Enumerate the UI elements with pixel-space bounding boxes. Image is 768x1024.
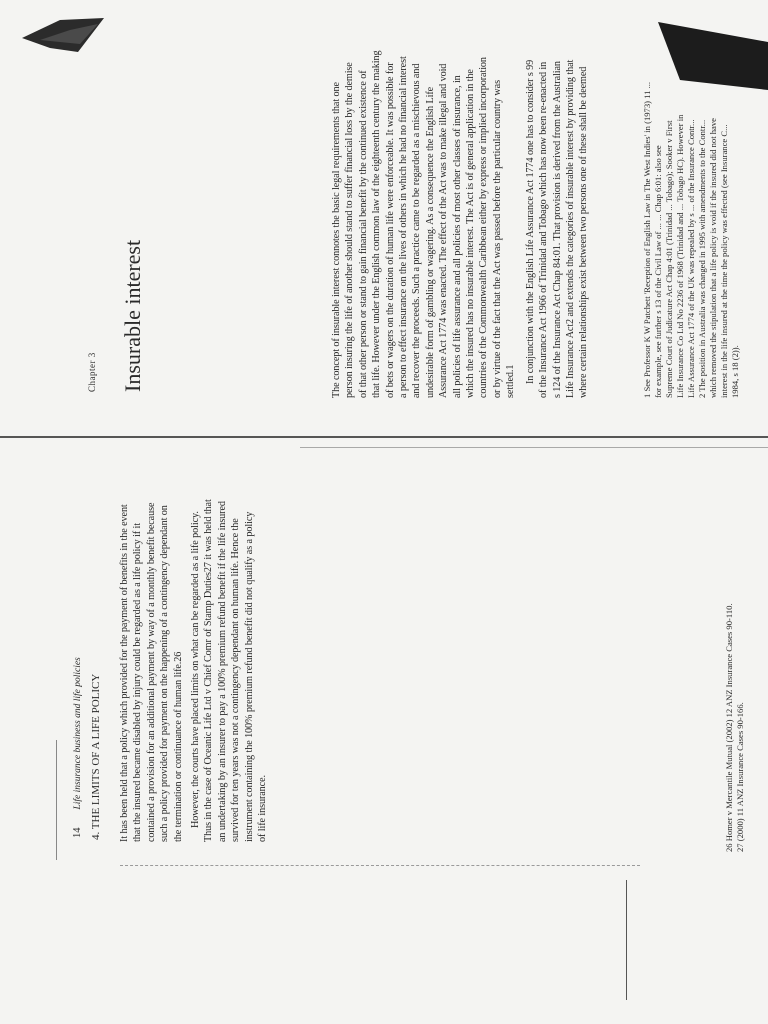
chapter-title: Insurable interest (120, 239, 145, 392)
body-line: such a policy provided for payment on the happening of a contingency dependant on (159, 505, 171, 842)
footnote: Life Assurance Act 1774 of the UK was repealed by s ... of the Insurance Contr... (686, 119, 696, 398)
footnote-rule (626, 880, 627, 1000)
body-line: settled.1 (505, 364, 517, 398)
body-line: undesirable form of gambling or wagering. As a consequence the English Life (424, 86, 436, 398)
body-line: and recover the proceeds. Such a practice came to be regarded as a mischievous and (411, 63, 423, 398)
body-line: the termination or continuance of human life.26 (172, 651, 184, 842)
footnote: 2 The position in Australia was changed in 1995 with amendments to the Contr... (697, 119, 707, 398)
footnote: which removed the stipulation that a life policy is void if the insured did not have (708, 118, 718, 398)
body-line: It has been held that a policy which provided for the payment of benefits in the event (119, 504, 130, 842)
footnote: Supreme Court of Judicature Act Chap 4:01 (Trinidad ... Tobago); Sooker v First (664, 120, 674, 398)
body-line: In conjunction with the English Life Assurance Act 1774 one has to consider s 99 (524, 59, 536, 384)
body-line: of the Insurance Act 1966 of Trinidad and Tobago which has now been re-enacted in (538, 61, 550, 398)
body-line: The concept of insurable interest connotes the basic legal requirements that one (331, 82, 342, 398)
body-line: a person to effect insurance on the lives of others in which he had no financial interest (398, 56, 410, 398)
footnote: 26 Homer v Mercantile Mutual (2002) 12 ANZ Insurance Cases 90-110. (724, 603, 734, 852)
footnote: 1 See Professor K W Patchett 'Reception of English Law in The West Indies' in (1973) 11 ... (642, 81, 652, 398)
body-line: Life Insurance Act2 and extends the categories of insurable interest by providing that (564, 59, 576, 398)
scan-edge-line (120, 865, 640, 866)
page-number: 14 (72, 827, 83, 838)
body-line: of that other person or stand to gain financial benefit by the continued existence of (357, 70, 369, 398)
scan-corner-mark (0, 0, 110, 60)
body-line: s 124 of the Insurance Act Chap 84:01. That provision is derived from the Australian (551, 61, 563, 398)
body-line: contained a provision for an additional payment by way of a monthly benefit because (145, 502, 157, 842)
footnote: 27 (2000) 11 ANZ Insurance Cases 90-166. (735, 702, 745, 852)
body-line: survived for ten years was not a contingency dependant on human life. Hence the (230, 518, 242, 842)
right-body (330, 48, 591, 398)
section-heading: 4. THE LIMITS OF A LIFE POLICY (90, 673, 102, 840)
body-line: all policies of life assurance and all policies of most other classes of insurance, in (451, 75, 463, 398)
body-line: countries of the Commonwealth Caribbean either by express or implied incorporation (478, 57, 490, 398)
right-footnotes (642, 82, 741, 398)
body-line: However, the courts have placed limits on what can be regarded as a life policy. (190, 511, 202, 828)
body-line: an undertaking by an insurer to pay a 100% premium refund benefit if the life insured (216, 501, 228, 842)
body-line: which the insured has no insurable interest. The Act is of general application in the (465, 69, 477, 398)
page-fold-line (0, 436, 768, 438)
footnote: Life Insurance Co Ltd No 2236 of 1968 (Trinidad and ... Tobago HC). However in (675, 114, 685, 398)
body-line: instrument containing the 100% premium refund benefit did not qualify as a policy (243, 511, 255, 842)
body-line: that life. However under the English common law of the eighteenth century the making (371, 50, 383, 398)
body-line: where certain relationships exist between two persons one of these shall be deemed (578, 66, 590, 398)
footnote: interest in the life insured at the time the policy was effected (see Insurance C... (719, 124, 729, 398)
running-head-title: Life insurance business and life policies (73, 657, 83, 810)
running-head (67, 657, 85, 838)
body-line: of life insurance. (257, 775, 269, 842)
body-line: or by virtue of the fact that the Act was passed before the particular country was (491, 80, 503, 398)
body-line: Assurance Act 1774 was enacted. The effect of the Act was to make illegal and void (438, 63, 450, 398)
body-line: person insuring the life of another should stand to suffer financial loss by the demise (344, 62, 356, 398)
footnote: 1984, s 18 (2)). (730, 345, 740, 398)
left-footnotes (724, 603, 746, 852)
page-fold-line-faint (300, 447, 768, 448)
footnote-rule-left (56, 740, 57, 860)
body-line: of bets or wagers on the duration of human life were enforceable. It was possible for (384, 62, 396, 398)
left-body (118, 422, 269, 842)
scan-corner-mark-right (640, 0, 768, 90)
body-line: that the insured became disabled by injury could be regarded as a life policy if it (132, 522, 144, 842)
footnote: for example, see further s 13 of the Civil Law of ... ... Chap 6:01: also see (653, 145, 663, 398)
chapter-label: Chapter 3 (87, 352, 97, 392)
body-line: Thus in the case of Oceanic Life Ltd v Chief Comr of Stamp Duties27 it was held that (203, 499, 215, 842)
